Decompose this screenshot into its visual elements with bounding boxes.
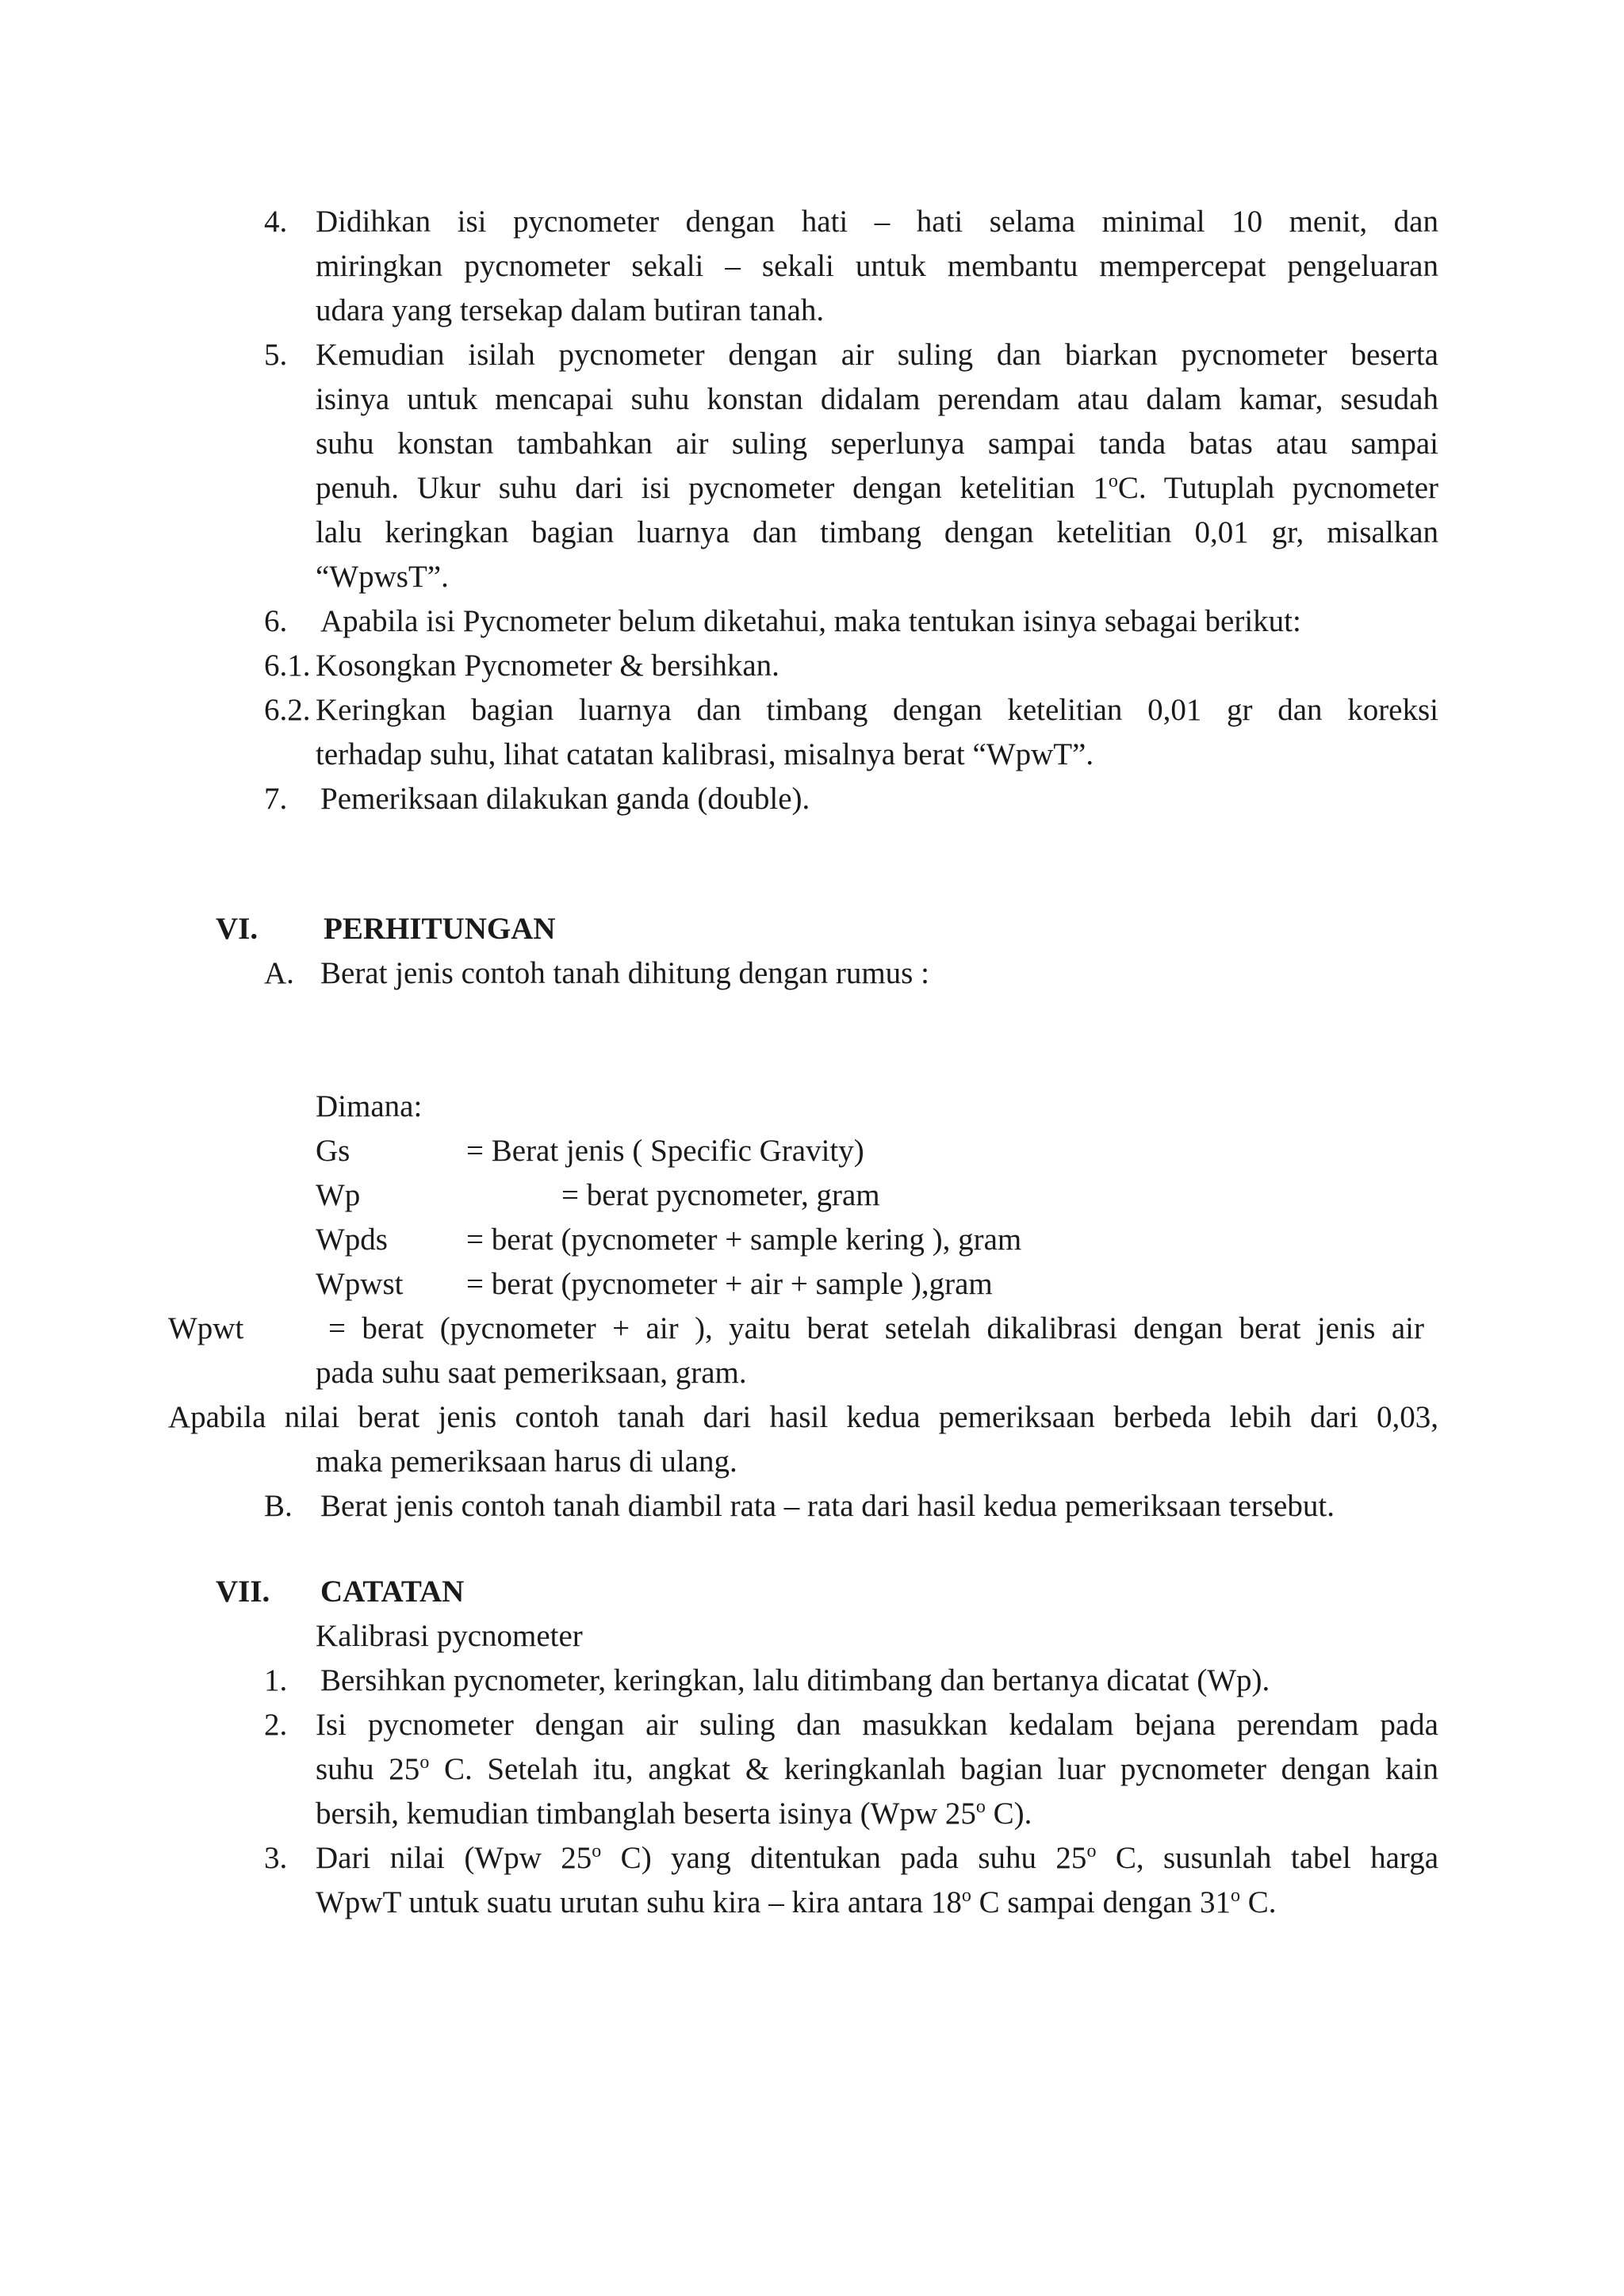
catatan-item-2-line-3: bersih, kemudian timbanglah beserta isinya (Wpw 25$^o$ C). <box>316 1797 1032 1831</box>
step-4-line-3: udara yang tersekap dalam butiran tanah. <box>316 293 825 327</box>
step-5-number: 5. <box>264 338 288 372</box>
apabila-line-1: Apabila nilai berat jenis contoh tanah dari hasil kedua pemeriksaan berbeda lebih dari 0,03, <box>168 1400 1438 1434</box>
catatan-item-3-number: 3. <box>264 1841 288 1875</box>
def-desc-wpds: = berat (pycnometer + sample kering ), gram <box>466 1223 1022 1257</box>
item-a-text: Berat jenis contoh tanah dihitung dengan rumus : <box>320 956 929 990</box>
item-a-label: A. <box>264 956 294 990</box>
section-6-number: VI. <box>216 912 259 946</box>
step-6-2-number: 6.2. <box>264 693 311 727</box>
step-6-number: 6. <box>264 604 288 638</box>
catatan-item-3-line-1: Dari nilai (Wpw 25$^o$ C) yang ditentukan pada suhu 25$^o$ C, susunlah tabel harga <box>316 1841 1438 1875</box>
catatan-item-2-line-1: Isi pycnometer dengan air suling dan masukkan kedalam bejana perendam pada <box>316 1708 1438 1742</box>
section-7-number: VII. <box>216 1575 270 1609</box>
step-6-2-line-1: Keringkan bagian luarnya dan timbang dengan ketelitian 0,01 gr dan koreksi <box>316 693 1438 727</box>
step-4-line-2: miringkan pycnometer sekali – sekali untuk membantu mempercepat pengeluaran <box>316 249 1438 283</box>
def-term-wpds: Wpds <box>316 1223 388 1257</box>
step-5-line-4: penuh. Ukur suhu dari isi pycnometer dengan ketelitian 1$^o$C. Tutuplah pycnometer <box>316 471 1438 505</box>
def-term-gs: Gs <box>316 1134 350 1168</box>
def-desc-wpwst: = berat (pycnometer + air + sample ),gram <box>466 1267 993 1301</box>
item-b-label: B. <box>264 1489 293 1523</box>
step-4-number: 4. <box>264 205 288 239</box>
def-term-wpwt: Wpwt <box>168 1311 244 1345</box>
catatan-item-1-number: 1. <box>264 1663 288 1697</box>
def-desc-wpwt-line-2: pada suhu saat pemeriksaan, gram. <box>316 1356 747 1390</box>
def-term-wp: Wp <box>316 1178 361 1212</box>
step-6-text: Apabila isi Pycnometer belum diketahui, maka tentukan isinya sebagai berikut: <box>320 604 1301 638</box>
step-4-line-1: Didihkan isi pycnometer dengan hati – hati selama minimal 10 menit, dan <box>316 205 1438 239</box>
catatan-item-3-line-2: WpwT untuk suatu urutan suhu kira – kira antara 18$^o$ C sampai dengan 31$^o$ C. <box>316 1885 1277 1919</box>
apabila-line-2: maka pemeriksaan harus di ulang. <box>316 1445 737 1479</box>
item-b-text: Berat jenis contoh tanah diambil rata – rata dari hasil kedua pemeriksaan tersebut. <box>320 1489 1335 1523</box>
step-5-line-3: suhu konstan tambahkan air suling seperlunya sampai tanda batas atau sampai <box>316 427 1438 461</box>
step-5-line-2: isinya untuk mencapai suhu konstan didalam perendam atau dalam kamar, sesudah <box>316 382 1438 416</box>
step-6-1-text: Kosongkan Pycnometer & bersihkan. <box>316 649 779 683</box>
dimana-label: Dimana: <box>316 1089 423 1123</box>
step-6-2-line-2: terhadap suhu, lihat catatan kalibrasi, misalnya berat “WpwT”. <box>316 737 1094 771</box>
step-5-line-5: lalu keringkan bagian luarnya dan timbang dengan ketelitian 0,01 gr, misalkan <box>316 515 1438 549</box>
def-desc-wp: = berat pycnometer, gram <box>561 1178 880 1212</box>
catatan-item-1-text: Bersihkan pycnometer, keringkan, lalu ditimbang dan bertanya dicatat (Wp). <box>320 1663 1270 1697</box>
catatan-item-2-line-2: suhu 25$^o$ C. Setelah itu, angkat & keringkanlah bagian luar pycnometer dengan kain <box>316 1752 1438 1786</box>
catatan-item-2-number: 2. <box>264 1708 288 1742</box>
section-6-title: PERHITUNGAN <box>324 912 556 946</box>
kalibrasi-subtitle: Kalibrasi pycnometer <box>316 1619 583 1653</box>
step-5-line-6: “WpwsT”. <box>316 560 449 594</box>
section-7-title: CATATAN <box>320 1575 465 1609</box>
step-7-number: 7. <box>264 782 288 816</box>
step-5-line-1: Kemudian isilah pycnometer dengan air suling dan biarkan pycnometer beserta <box>316 338 1438 372</box>
step-7-text: Pemeriksaan dilakukan ganda (double). <box>320 782 810 816</box>
def-desc-wpwt-line-1: = berat (pycnometer + air ), yaitu berat setelah dikalibrasi dengan berat jenis air <box>328 1311 1424 1345</box>
step-6-1-number: 6.1. <box>264 649 311 683</box>
def-desc-gs: = Berat jenis ( Specific Gravity) <box>466 1134 864 1168</box>
def-term-wpwst: Wpwst <box>316 1267 404 1301</box>
